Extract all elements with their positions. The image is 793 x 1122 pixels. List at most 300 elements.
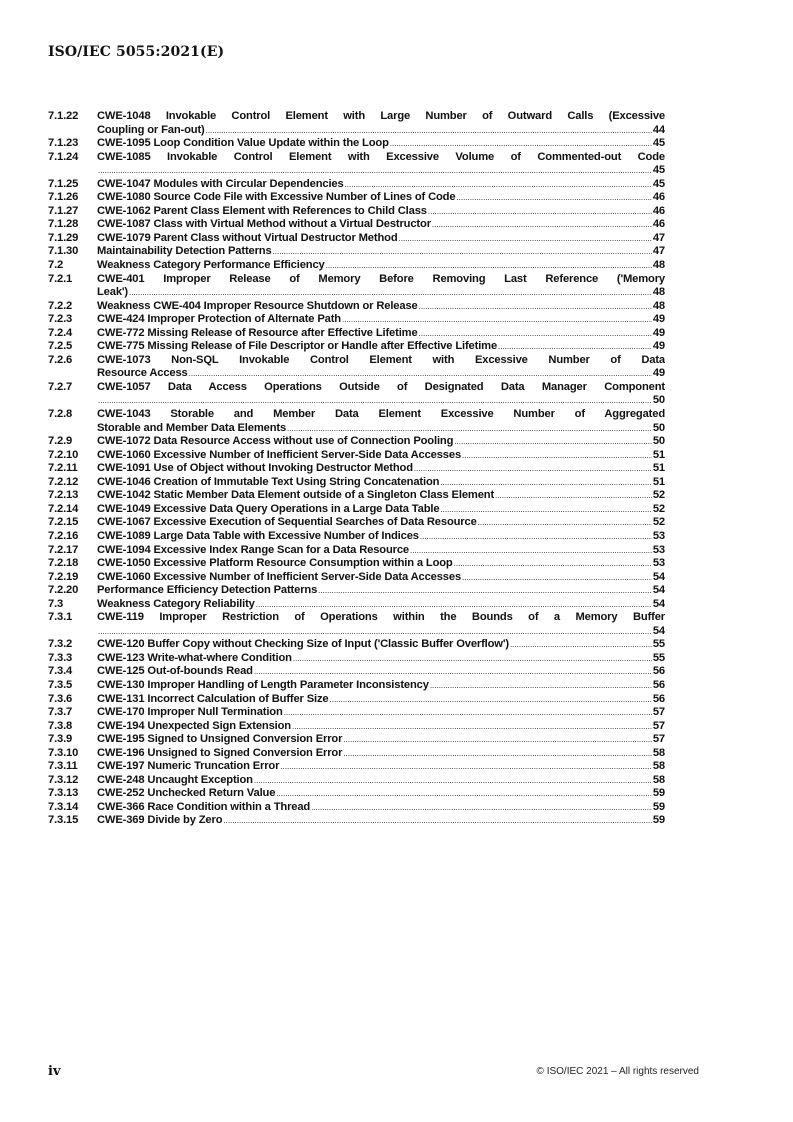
- toc-entry-page: 52: [652, 489, 665, 502]
- toc-entry-body: [97, 720, 665, 734]
- toc-entry-page: 58: [652, 773, 665, 786]
- toc-entry-body: [97, 516, 665, 530]
- toc-entry-body: [97, 340, 665, 354]
- toc-entry-line: [97, 205, 665, 219]
- toc-entry-title: CWE-1057 Data Access Operations Outside of Designated Data Manager Component: [97, 380, 665, 393]
- toc-entry-page: 51: [652, 448, 665, 461]
- toc-entry-body: [97, 544, 665, 558]
- toc-entry-page: 52: [652, 516, 665, 529]
- dot-leader: [419, 300, 652, 314]
- toc-entry-body: [97, 408, 665, 435]
- toc-entry-number: 7.3.6: [48, 692, 73, 705]
- dot-leader: [478, 516, 652, 530]
- toc-entry-body: [97, 313, 665, 327]
- toc-entry[interactable]: [48, 665, 665, 679]
- toc-entry-title: CWE-1043 Storable and Member Data Element Excessive Number of Aggregated: [97, 408, 665, 421]
- toc-entry-line: [97, 422, 665, 436]
- toc-entry[interactable]: [48, 435, 665, 449]
- toc-entry-title: CWE-1050 Excessive Platform Resource Consumption within a Loop: [97, 557, 453, 570]
- toc-entry-title: CWE-1072 Data Resource Access without use of Connection Pooling: [97, 435, 454, 448]
- toc-entry-page: 50: [652, 394, 665, 407]
- toc-entry-title: CWE-194 Unexpected Sign Extension: [97, 719, 291, 732]
- toc-entry-title: Maintainability Detection Patterns: [97, 245, 272, 258]
- dot-leader: [280, 760, 652, 774]
- toc-entry-number: 7.2.14: [48, 502, 79, 515]
- dot-leader: [440, 476, 652, 490]
- toc-entry-body: [97, 611, 665, 638]
- dot-leader: [330, 693, 652, 707]
- toc-entry-line: [97, 611, 665, 625]
- toc-entry-page: 57: [652, 733, 665, 746]
- toc-entry[interactable]: [48, 638, 665, 652]
- toc-entry-title: CWE-1048 Invokable Control Element with Large Number of Outward Calls (Excessive: [97, 110, 665, 122]
- toc-entry[interactable]: [48, 489, 665, 503]
- toc-entry-title: CWE-1067 Excessive Execution of Sequential Searches of Data Resource: [97, 516, 477, 529]
- toc-entry[interactable]: [48, 611, 665, 638]
- toc-entry-number: 7.3.2: [48, 638, 73, 651]
- toc-entry-line: [97, 164, 665, 178]
- toc-entry-line: [97, 720, 665, 734]
- toc-entry-body: [97, 693, 665, 707]
- toc-entry[interactable]: [48, 760, 665, 774]
- dot-leader: [414, 462, 652, 476]
- toc-entry-title: CWE-123 Write-what-where Condition: [97, 651, 292, 664]
- toc-entry-body: [97, 381, 665, 408]
- toc-entry[interactable]: [48, 584, 665, 598]
- toc-entry-page: 58: [652, 760, 665, 773]
- toc-entry-line: [97, 327, 665, 341]
- toc-entry-body: [97, 571, 665, 585]
- toc-entry-body: [97, 598, 665, 612]
- toc-entry-title: CWE-1047 Modules with Circular Dependencies: [97, 177, 344, 190]
- toc-entry-page: 45: [652, 164, 665, 177]
- toc-entry-page: 49: [652, 313, 665, 326]
- toc-entry[interactable]: [48, 151, 665, 178]
- toc-entry[interactable]: [48, 557, 665, 571]
- toc-entry-title: Storable and Member Data Elements: [97, 421, 287, 434]
- toc-entry-number: 7.1.25: [48, 177, 79, 190]
- dot-leader: [256, 598, 652, 612]
- toc-entry-line: [97, 787, 665, 801]
- toc-entry[interactable]: [48, 571, 665, 585]
- toc-entry-line: [97, 584, 665, 598]
- dot-leader: [98, 625, 652, 639]
- dot-leader: [410, 544, 652, 558]
- toc-entry-line: [97, 218, 665, 232]
- toc-entry-title: CWE-1060 Excessive Number of Inefficient Server-Side Data Accesses: [97, 448, 462, 461]
- toc-entry[interactable]: [48, 693, 665, 707]
- toc-entry-title: CWE-1094 Excessive Index Range Scan for a Data Resource: [97, 543, 409, 556]
- toc-entry-number: 7.2.17: [48, 543, 79, 556]
- toc-entry[interactable]: [48, 706, 665, 720]
- toc-entry-line: [97, 476, 665, 490]
- toc-entry[interactable]: [48, 273, 665, 300]
- toc-entry-number: 7.2.9: [48, 435, 73, 448]
- dot-leader: [343, 747, 652, 761]
- dot-leader: [454, 557, 652, 571]
- toc-entry-body: [97, 151, 665, 178]
- toc-entry-title: CWE-1095 Loop Condition Value Update within the Loop: [97, 137, 389, 150]
- toc-entry-number: 7.2.10: [48, 448, 79, 461]
- toc-entry-number: 7.2.5: [48, 340, 73, 353]
- toc-entry-body: [97, 178, 665, 192]
- toc-entry-title: CWE-366 Race Condition within a Thread: [97, 800, 311, 813]
- dot-leader: [462, 449, 652, 463]
- toc-entry-body: [97, 774, 665, 788]
- toc-entry-body: [97, 787, 665, 801]
- toc-entry-number: 7.2.20: [48, 584, 79, 597]
- toc-entry-line: [97, 286, 665, 300]
- toc-entry-number: 7.2.3: [48, 313, 73, 326]
- toc-entry-line: [97, 679, 665, 693]
- toc-entry-number: 7.1.30: [48, 245, 79, 258]
- toc-entry-body: [97, 733, 665, 747]
- toc-entry-line: [97, 300, 665, 314]
- toc-entry-title: CWE-1079 Parent Class without Virtual Destructor Method: [97, 231, 398, 244]
- dot-leader: [510, 638, 652, 652]
- dot-leader: [292, 720, 652, 734]
- toc-entry-body: [97, 218, 665, 232]
- toc-entry-title: CWE-1046 Creation of Immutable Text Using String Concatenation: [97, 475, 440, 488]
- toc-entry[interactable]: [48, 733, 665, 747]
- toc-entry[interactable]: [48, 530, 665, 544]
- toc-entry-title: CWE-1089 Large Data Table with Excessive Number of Indices: [97, 529, 419, 542]
- toc-entry-title: CWE-1073 Non-SQL Invokable Control Element with Excessive Number of Data: [97, 353, 665, 366]
- toc-entry-body: [97, 205, 665, 219]
- toc-entry-page: 45: [652, 137, 665, 150]
- toc-entry-title: CWE-197 Numeric Truncation Error: [97, 760, 280, 773]
- toc-entry-title: CWE-1062 Parent Class Element with References to Child Class: [97, 204, 427, 217]
- toc-entry-body: [97, 801, 665, 815]
- toc-entry-title: CWE-775 Missing Release of File Descriptor or Handle after Effective Lifetime: [97, 340, 498, 353]
- dot-leader: [189, 367, 652, 381]
- toc-entry-body: [97, 137, 665, 151]
- toc-entry-page: 46: [652, 218, 665, 231]
- toc-entry-number: 7.2.2: [48, 299, 73, 312]
- toc-entry[interactable]: [48, 232, 665, 246]
- toc-entry[interactable]: [48, 191, 665, 205]
- toc-entry-line: [97, 760, 665, 774]
- toc-entry-line: [97, 652, 665, 666]
- toc-entry-page: 53: [652, 543, 665, 556]
- toc-entry-line: [97, 774, 665, 788]
- toc-entry-page: 57: [652, 719, 665, 732]
- toc-entry-line: [97, 598, 665, 612]
- toc-entry-number: 7.3.13: [48, 787, 79, 800]
- dot-leader: [223, 814, 651, 828]
- toc-entry-title: CWE-1042 Static Member Data Element outside of a Singleton Class Element: [97, 489, 495, 502]
- toc-entry-line: [97, 259, 665, 273]
- toc-entry[interactable]: [48, 652, 665, 666]
- toc-entry-body: [97, 760, 665, 774]
- toc-entry-title: CWE-1080 Source Code File with Excessive Number of Lines of Code: [97, 191, 456, 204]
- toc-entry-page: 54: [652, 597, 665, 610]
- toc-entry-page: 59: [652, 800, 665, 813]
- toc-entry-number: 7.3.8: [48, 719, 73, 732]
- toc-entry-number: 7.3.4: [48, 665, 73, 678]
- toc-entry-title: Performance Efficiency Detection Patterns: [97, 584, 318, 597]
- toc-entry-body: [97, 652, 665, 666]
- toc-entry-title: CWE-369 Divide by Zero: [97, 814, 223, 827]
- dot-leader: [129, 286, 652, 300]
- toc-entry-title: CWE-772 Missing Release of Resource after Effective Lifetime: [97, 326, 418, 339]
- dot-leader: [345, 178, 652, 192]
- toc-entry-line: [97, 313, 665, 327]
- toc-entry-body: [97, 706, 665, 720]
- toc-entry-title: CWE-1060 Excessive Number of Inefficient Server-Side Data Accesses: [97, 570, 462, 583]
- toc-entry-page: 53: [652, 529, 665, 542]
- toc-entry[interactable]: [48, 300, 665, 314]
- toc-entry-line: [97, 178, 665, 192]
- toc-entry-page: 54: [652, 570, 665, 583]
- toc-entry-page: 54: [652, 584, 665, 597]
- dot-leader: [98, 164, 652, 178]
- dot-leader: [276, 787, 652, 801]
- toc-entry-line: [97, 191, 665, 205]
- toc-entry-number: 7.1.22: [48, 110, 79, 122]
- dot-leader: [98, 394, 652, 408]
- toc-entry-number: 7.1.28: [48, 218, 79, 231]
- toc-entry-line: [97, 408, 665, 422]
- toc-entry-line: [97, 394, 665, 408]
- toc-entry-number: 7.2.1: [48, 272, 73, 285]
- toc-entry-line: [97, 693, 665, 707]
- toc-entry-number: 7.3.7: [48, 706, 73, 719]
- toc-entry[interactable]: [48, 747, 665, 761]
- toc-entry-number: 7.3.12: [48, 773, 79, 786]
- toc-entry-line: [97, 340, 665, 354]
- toc-entry-title: Resource Access: [97, 367, 188, 380]
- toc-entry-body: [97, 191, 665, 205]
- toc-entry-body: [97, 462, 665, 476]
- toc-entry-body: [97, 638, 665, 652]
- toc-entry-body: [97, 476, 665, 490]
- dot-leader: [420, 530, 652, 544]
- toc-entry-number: 7.3: [48, 597, 64, 610]
- toc-entry-line: [97, 814, 665, 828]
- toc-entry-line: [97, 273, 665, 287]
- toc-entry[interactable]: [48, 313, 665, 327]
- toc-entry-line: [97, 557, 665, 571]
- toc-entry-number: 7.3.5: [48, 678, 73, 691]
- toc-entry-title: Leak'): [97, 286, 128, 299]
- toc-entry-page: 47: [652, 245, 665, 258]
- toc-entry-number: 7.2.4: [48, 326, 73, 339]
- toc-entry-title: CWE-248 Uncaught Exception: [97, 773, 253, 786]
- toc-entry-number: 7.1.26: [48, 191, 79, 204]
- toc-entry[interactable]: [48, 598, 665, 612]
- dot-leader: [462, 571, 652, 585]
- dot-leader: [254, 774, 652, 788]
- toc-entry-body: [97, 327, 665, 341]
- toc-entry-body: [97, 110, 665, 137]
- toc-entry[interactable]: [48, 205, 665, 219]
- toc-entry-body: [97, 259, 665, 273]
- toc-entry-number: 7.3.15: [48, 814, 79, 827]
- toc-entry-body: [97, 665, 665, 679]
- toc-entry-body: [97, 747, 665, 761]
- toc-entry-number: 7.3.3: [48, 651, 73, 664]
- dot-leader: [495, 489, 652, 503]
- table-of-contents: [48, 110, 665, 828]
- toc-entry-page: 49: [652, 340, 665, 353]
- toc-entry-body: [97, 584, 665, 598]
- dot-leader: [318, 584, 652, 598]
- dot-leader: [254, 665, 652, 679]
- toc-entry-title: Weakness Category Performance Efficiency: [97, 259, 325, 272]
- toc-entry-page: 48: [652, 286, 665, 299]
- toc-entry-line: [97, 516, 665, 530]
- toc-entry-line: [97, 801, 665, 815]
- toc-entry-page: 49: [652, 367, 665, 380]
- toc-entry[interactable]: [48, 516, 665, 530]
- toc-entry[interactable]: [48, 178, 665, 192]
- toc-entry-number: 7.3.14: [48, 800, 79, 813]
- toc-entry-line: [97, 354, 665, 368]
- dot-leader: [428, 205, 652, 219]
- toc-entry-page: 51: [652, 475, 665, 488]
- toc-entry-title: Weakness CWE-404 Improper Resource Shutdown or Release: [97, 299, 418, 312]
- dot-leader: [399, 232, 652, 246]
- toc-entry-body: [97, 449, 665, 463]
- dot-leader: [287, 422, 652, 436]
- toc-entry[interactable]: [48, 110, 665, 137]
- toc-entry-page: 44: [652, 123, 665, 136]
- toc-entry-page: 56: [652, 665, 665, 678]
- toc-entry-number: 7.3.11: [48, 760, 78, 773]
- toc-entry-page: 57: [652, 706, 665, 719]
- toc-entry-line: [97, 435, 665, 449]
- toc-entry-body: [97, 530, 665, 544]
- toc-entry-page: 50: [652, 435, 665, 448]
- toc-entry-body: [97, 354, 665, 381]
- toc-entry-title: CWE-1049 Excessive Data Query Operations in a Large Data Table: [97, 502, 440, 515]
- toc-entry-line: [97, 462, 665, 476]
- toc-entry-title: CWE-424 Improper Protection of Alternate Path: [97, 313, 341, 326]
- toc-entry-number: 7.2.18: [48, 557, 79, 570]
- toc-entry[interactable]: [48, 137, 665, 151]
- toc-entry-line: [97, 530, 665, 544]
- toc-entry[interactable]: [48, 476, 665, 490]
- toc-entry[interactable]: [48, 462, 665, 476]
- dot-leader: [273, 245, 652, 259]
- toc-entry-number: 7.2.6: [48, 353, 73, 366]
- dot-leader: [456, 191, 651, 205]
- toc-entry-line: [97, 449, 665, 463]
- dot-leader: [342, 313, 652, 327]
- toc-entry-line: [97, 571, 665, 585]
- toc-entry[interactable]: [48, 774, 665, 788]
- toc-entry-line: [97, 503, 665, 517]
- toc-entry-body: [97, 245, 665, 259]
- toc-entry[interactable]: [48, 327, 665, 341]
- toc-entry-line: [97, 124, 665, 138]
- toc-entry-page: 56: [652, 692, 665, 705]
- dot-leader: [454, 435, 652, 449]
- toc-entry-line: [97, 706, 665, 720]
- toc-entry-line: [97, 245, 665, 259]
- toc-entry[interactable]: [48, 544, 665, 558]
- toc-entry[interactable]: [48, 449, 665, 463]
- toc-entry-title: CWE-252 Unchecked Return Value: [97, 787, 276, 800]
- toc-entry[interactable]: [48, 408, 665, 435]
- toc-entry-page: 48: [652, 299, 665, 312]
- toc-entry[interactable]: [48, 381, 665, 408]
- toc-entry-number: 7.2.15: [48, 516, 79, 529]
- toc-entry[interactable]: [48, 720, 665, 734]
- toc-entry-line: [97, 110, 665, 124]
- toc-entry-number: 7.1.29: [48, 231, 79, 244]
- toc-entry-page: 50: [652, 421, 665, 434]
- toc-entry-page: 49: [652, 326, 665, 339]
- toc-entry-page: 53: [652, 557, 665, 570]
- toc-entry[interactable]: [48, 218, 665, 232]
- toc-entry-line: [97, 232, 665, 246]
- toc-entry-number: 7.2.7: [48, 380, 73, 393]
- toc-entry-title: CWE-401 Improper Release of Memory Before Removing Last Reference ('Memory: [97, 272, 665, 285]
- toc-entry-title: CWE-125 Out-of-bounds Read: [97, 665, 253, 678]
- toc-entry-title: Coupling or Fan-out): [97, 123, 205, 136]
- toc-entry[interactable]: [48, 679, 665, 693]
- toc-entry-line: [97, 638, 665, 652]
- toc-entry[interactable]: [48, 245, 665, 259]
- toc-entry-page: 52: [652, 502, 665, 515]
- toc-entry-title: CWE-120 Buffer Copy without Checking Size of Input ('Classic Buffer Overflow'): [97, 638, 509, 651]
- toc-entry-body: [97, 503, 665, 517]
- toc-entry-page: 59: [652, 814, 665, 827]
- toc-entry-number: 7.2.13: [48, 489, 79, 502]
- toc-entry-body: [97, 557, 665, 571]
- dot-leader: [430, 679, 652, 693]
- toc-entry[interactable]: [48, 354, 665, 381]
- toc-entry-page: 46: [652, 204, 665, 217]
- toc-entry-number: 7.2.19: [48, 570, 79, 583]
- toc-entry-title: CWE-1087 Class with Virtual Method without a Virtual Destructor: [97, 218, 431, 231]
- toc-entry[interactable]: [48, 787, 665, 801]
- dot-leader: [440, 503, 651, 517]
- toc-entry-page: 54: [652, 624, 665, 637]
- copyright-notice: © ISO/IEC 2021 – All rights reserved: [536, 1066, 699, 1077]
- toc-entry-line: [97, 151, 665, 165]
- toc-entry-body: [97, 273, 665, 300]
- dot-leader: [311, 801, 652, 815]
- toc-entry-page: 47: [652, 231, 665, 244]
- toc-entry[interactable]: [48, 340, 665, 354]
- toc-entry-title: Weakness Category Reliability: [97, 597, 255, 610]
- toc-entry-number: 7.2.11: [48, 462, 78, 475]
- toc-entry-title: CWE-1085 Invokable Control Element with Excessive Volume of Commented-out Code: [97, 150, 665, 163]
- toc-entry[interactable]: [48, 259, 665, 273]
- toc-entry[interactable]: [48, 503, 665, 517]
- document-id-header: ISO/IEC 5055:2021(E): [48, 44, 225, 60]
- toc-entry[interactable]: [48, 801, 665, 815]
- toc-entry-body: [97, 489, 665, 503]
- dot-leader: [432, 218, 652, 232]
- dot-leader: [206, 124, 652, 138]
- toc-entry-title: CWE-170 Improper Null Termination: [97, 706, 283, 719]
- toc-entry-line: [97, 137, 665, 151]
- toc-entry-page: 45: [652, 177, 665, 190]
- toc-entry-number: 7.2.8: [48, 408, 73, 421]
- toc-entry-line: [97, 381, 665, 395]
- toc-entry-number: 7.2: [48, 259, 64, 272]
- toc-entry[interactable]: [48, 814, 665, 828]
- toc-entry-line: [97, 747, 665, 761]
- toc-entry-line: [97, 733, 665, 747]
- toc-entry-line: [97, 665, 665, 679]
- toc-entry-line: [97, 367, 665, 381]
- toc-entry-body: [97, 679, 665, 693]
